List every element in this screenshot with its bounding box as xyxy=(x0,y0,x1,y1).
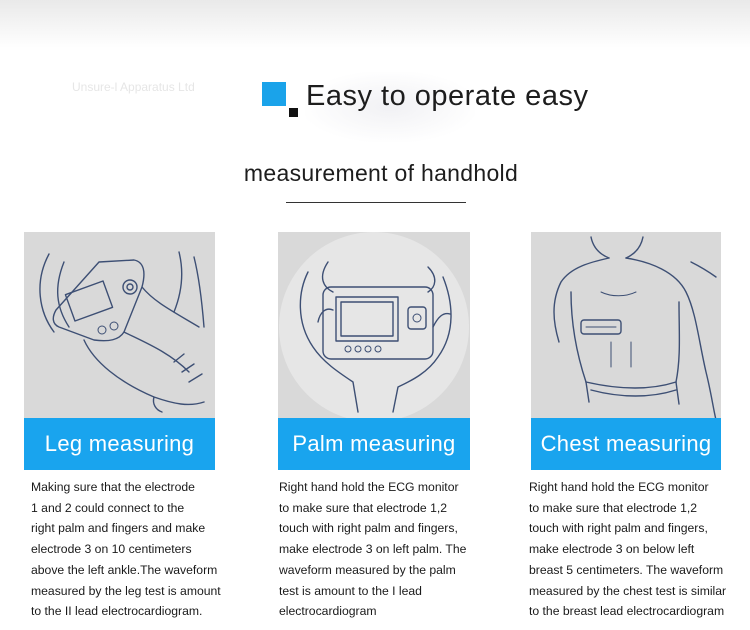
chest-measuring-drawing xyxy=(531,232,721,422)
description-line: Right hand hold the ECG monitor xyxy=(529,480,709,494)
description-line: measured by the leg test is amount xyxy=(31,583,221,598)
description-line: measured by the chest test is similar xyxy=(529,583,727,598)
description-line: 1 and 2 could connect to the xyxy=(31,500,185,515)
description-line: above the left ankle.The waveform xyxy=(31,562,218,577)
palm-measuring-description xyxy=(279,477,466,622)
description-line: make electrode 3 on below left xyxy=(529,542,695,557)
palm-measuring-illustration xyxy=(278,232,470,422)
palm-measuring-drawing xyxy=(278,232,470,422)
palm-measuring-label: Palm measuring xyxy=(278,418,470,470)
description-line: Right hand hold the ECG monitor xyxy=(279,480,459,494)
description-line: to the breast lead electrocardiogram xyxy=(529,604,725,619)
leg-measuring-description xyxy=(31,477,221,622)
description-line: Making sure that the electrode xyxy=(31,480,195,494)
description-line: to make sure that electrode 1,2 xyxy=(279,500,448,515)
description-line: right palm and fingers and make xyxy=(31,521,206,536)
leg-measuring-label: Leg measuring xyxy=(24,418,215,470)
page-subtitle: measurement of handhold xyxy=(243,160,519,186)
description-line: to the II lead electrocardiogram. xyxy=(31,604,203,619)
top-shadow xyxy=(0,0,750,48)
page-title: Easy to operate easy xyxy=(306,80,589,112)
chest-measuring-label: Chest measuring xyxy=(531,418,721,470)
description-line: electrocardiogram xyxy=(279,604,377,619)
description-line: test is amount to the I lead xyxy=(279,583,422,598)
leg-measuring-illustration xyxy=(24,232,215,422)
description-line: to make sure that electrode 1,2 xyxy=(529,500,698,515)
description-line: breast 5 centimeters. The waveform xyxy=(529,562,724,577)
chest-measuring-illustration xyxy=(531,232,721,422)
logo-square-icon xyxy=(262,82,286,106)
description-line: waveform measured by the palm xyxy=(279,562,456,577)
description-line: electrode 3 on 10 centimeters xyxy=(31,542,192,557)
chest-measuring-description xyxy=(529,477,726,622)
logo-dot-icon xyxy=(289,108,298,117)
watermark-text: Unsure-l Apparatus Ltd xyxy=(72,80,195,94)
description-line: touch with right palm and fingers, xyxy=(529,521,708,536)
description-line: touch with right palm and fingers, xyxy=(279,521,458,536)
title-divider xyxy=(286,202,466,203)
description-line: make electrode 3 on left palm. The xyxy=(279,542,467,557)
leg-measuring-drawing xyxy=(24,232,215,422)
